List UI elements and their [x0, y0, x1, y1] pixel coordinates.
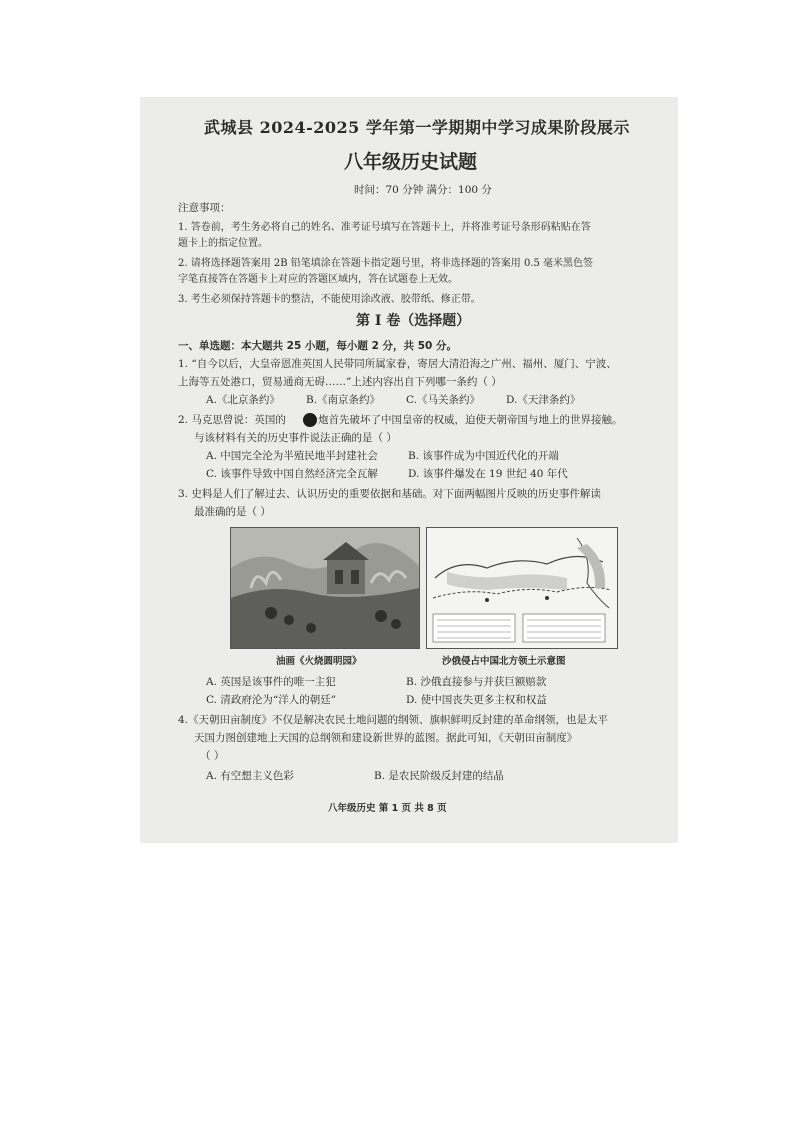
caption-oil-painting: 油画《火烧圆明园》	[276, 656, 362, 667]
caption-territory-map: 沙俄侵占中国北方领土示意图	[442, 656, 566, 667]
note-1a: 1. 答卷前，考生务必将自己的姓名、准考证号填写在答题卡上，并将准考证号条形码粘贴在答	[178, 222, 591, 233]
q1-stem-line1: 1. “自今以后，大皇帝恩准英国人民带同所属家眷，寄居大清沿海之广州、福州、厦门、宁波、	[178, 358, 617, 370]
page-footer: 八年级历史 第 1 页 共 8 页	[328, 803, 447, 814]
q1-option-a: A.《北京条约》	[206, 394, 280, 406]
q1-option-d: D.《天津条约》	[506, 394, 581, 406]
q2-option-b: B. 该事件成为中国近代化的开端	[408, 450, 559, 462]
note-2a: 2. 请将选择题答案用 2B 铅笔填涂在答题卡指定题号里，将非选择题的答案用 0.5 毫米黑色签	[178, 258, 594, 269]
q2-option-d: D. 该事件爆发在 19 世纪 40 年代	[408, 468, 568, 480]
q2-stem-line1-part1: 2. 马克思曾说：英国的	[178, 414, 286, 426]
q2-option-a: A. 中国完全沦为半殖民地半封建社会	[206, 450, 378, 462]
q2-stem-line1-part2: 炮首先破坏了中国皇帝的权威，迫使天朝帝国与地上的世界接触。	[318, 414, 623, 426]
q4-stem-line1: 4.《天朝田亩制度》不仅是解决农民土地问题的纲领、旗帜鲜明反封建的革命纲领，也是太平	[178, 714, 609, 726]
exam-sheet-photo	[140, 97, 678, 843]
q1-option-c: C.《马关条约》	[406, 394, 480, 406]
section-title: 第 I 卷（选择题）	[356, 313, 471, 329]
note-1b: 题卡上的指定位置。	[178, 238, 268, 249]
notes-heading: 注意事项：	[178, 202, 231, 214]
note-2b: 字笔直接答在答题卡上对应的答题区域内，答在试题卷上无效。	[178, 274, 458, 285]
q4-option-b: B. 是农民阶级反封建的结晶	[374, 770, 504, 782]
exam-subtitle: 八年级历史试题	[344, 151, 478, 173]
section-instruction: 一、单选题：本大题共 25 小题，每小题 2 分，共 50 分。	[178, 340, 457, 352]
q2-stem-line2: 与该材料有关的历史事件说法正确的是（ ）	[194, 432, 397, 444]
oil-painting-image	[230, 527, 420, 649]
q2-option-c: C. 该事件导致中国自然经济完全瓦解	[206, 468, 378, 480]
q4-option-a: A. 有空想主义色彩	[206, 770, 294, 782]
q3-stem-line1: 3. 史料是人们了解过去、认识历史的重要依据和基础。对下面两幅图片反映的历史事件解读	[178, 488, 601, 500]
q3-option-c: C. 清政府沦为“洋人的朝廷”	[206, 694, 337, 706]
q3-option-d: D. 使中国丧失更多主权和权益	[406, 694, 547, 706]
q3-stem-line2: 最准确的是（ ）	[194, 506, 271, 518]
q4-stem-line2: 天国力图创建地上天国的总纲领和建设新世界的蓝图。据此可知，《天朝田亩制度》	[194, 732, 578, 744]
q1-stem-line2: 上海等五处港口，贸易通商无碍……”上述内容出自下列哪一条约（ ）	[178, 376, 502, 388]
q3-option-a: A. 英国是该事件的唯一主犯	[206, 676, 336, 688]
q1-option-b: B.《南京条约》	[306, 394, 381, 406]
q4-stem-line3: （ ）	[200, 750, 225, 762]
ink-blot	[303, 413, 317, 427]
q3-option-b: B. 沙俄直接参与并获巨额赔款	[406, 676, 547, 688]
territory-map-image	[426, 527, 618, 649]
note-3: 3. 考生必须保持答题卡的整洁，不能使用涂改液、胶带纸、修正带。	[178, 294, 481, 305]
time-info: 时间：70 分钟 满分：100 分	[354, 184, 492, 196]
exam-title: 武城县 2024-2025 学年第一学期期中学习成果阶段展示	[204, 118, 630, 137]
